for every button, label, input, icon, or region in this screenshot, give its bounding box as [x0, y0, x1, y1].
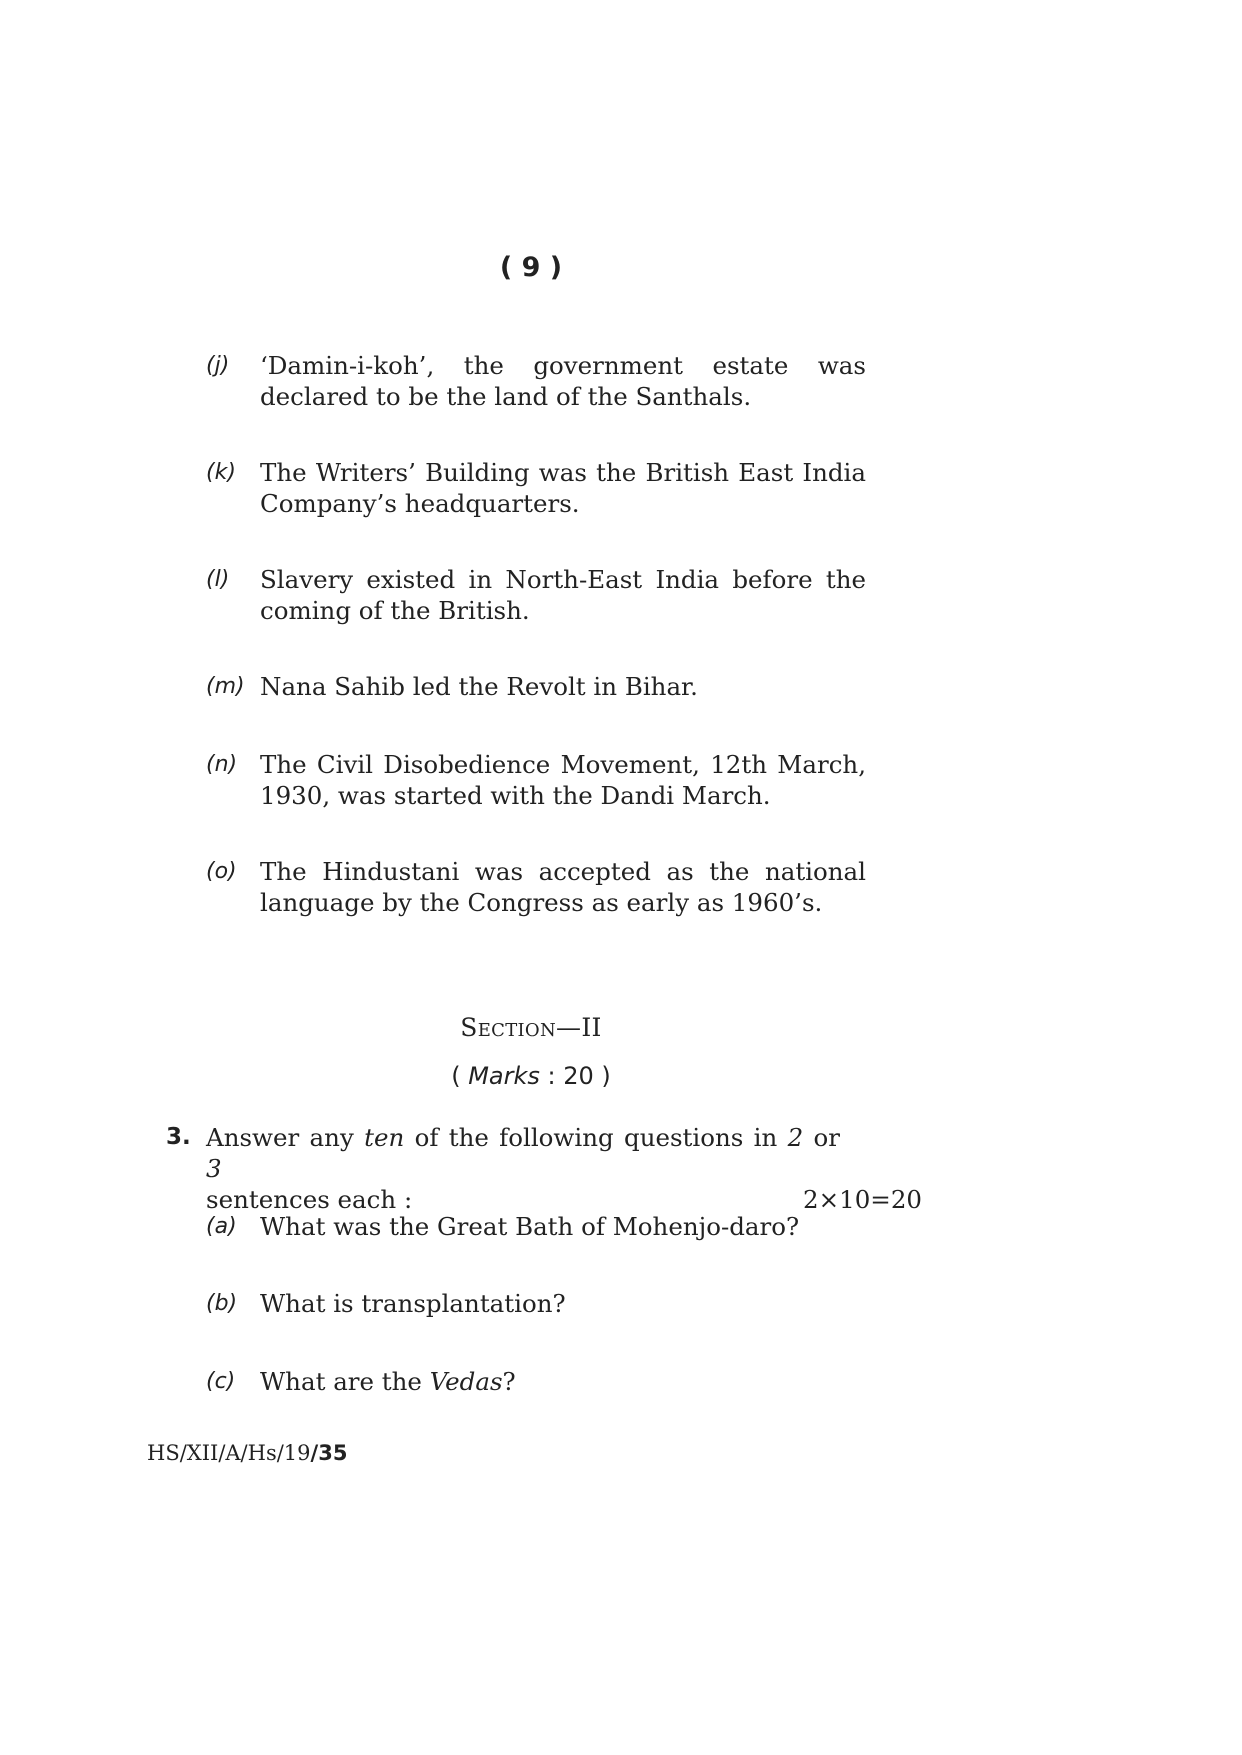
item-text-line: What was the Great Bath of Mohenjo-daro?	[260, 1212, 800, 1241]
statement-k	[206, 457, 866, 519]
statement-n	[206, 749, 866, 811]
question-number: 3.	[166, 1124, 191, 1150]
item-label: (a)	[206, 1214, 237, 1239]
item-text-line: The Hindustani was accepted as the national	[260, 857, 866, 886]
item-label: (k)	[206, 460, 236, 485]
question-c	[206, 1366, 866, 1397]
item-text-line: What are the Vedas?	[260, 1367, 516, 1396]
item-label: (j)	[206, 353, 230, 378]
item-text-line: The Writers’ Building was the British East India	[260, 458, 866, 487]
question-b	[206, 1288, 866, 1319]
statement-m	[206, 671, 866, 702]
item-text-line: Nana Sahib led the Revolt in Bihar.	[260, 672, 698, 701]
item-text-line: ‘Damin-i-koh’, the government estate was	[260, 351, 866, 380]
statement-l	[206, 564, 866, 626]
page-number: ( 9 )	[499, 252, 563, 283]
item-text-line: coming of the British.	[260, 596, 530, 625]
item-label: (n)	[206, 752, 238, 777]
question-text: Answer any ten of the following questions in 2 or 3 sentences each : 2×10=20	[206, 1123, 922, 1214]
item-text-line: The Civil Disobedience Movement, 12th March,	[260, 750, 866, 779]
item-text-line: 1930, was started with the Dandi March.	[260, 781, 771, 810]
item-text-line: What is transplantation?	[260, 1289, 566, 1318]
statement-o	[206, 856, 866, 918]
item-label: (c)	[206, 1369, 236, 1394]
section-marks: ( Marks : 20 )	[451, 1062, 611, 1090]
footer-code: HS/XII/A/Hs/19/35	[147, 1441, 348, 1465]
question-3	[166, 1122, 922, 1215]
item-text-line: language by the Congress as early as 1960’s.	[260, 888, 823, 917]
item-text-line: Slavery existed in North-East India before the	[260, 565, 866, 594]
item-label: (l)	[206, 567, 230, 592]
item-label: (b)	[206, 1291, 238, 1316]
item-label: (m)	[206, 674, 245, 699]
item-label: (o)	[206, 859, 237, 884]
question-a	[206, 1211, 866, 1242]
item-text-line: declared to be the land of the Santhals.	[260, 382, 752, 411]
statement-j	[206, 350, 866, 412]
item-text-line: Company’s headquarters.	[260, 489, 580, 518]
section-title: Section—II	[460, 1013, 602, 1042]
question-marks: 2×10=20	[803, 1185, 922, 1214]
